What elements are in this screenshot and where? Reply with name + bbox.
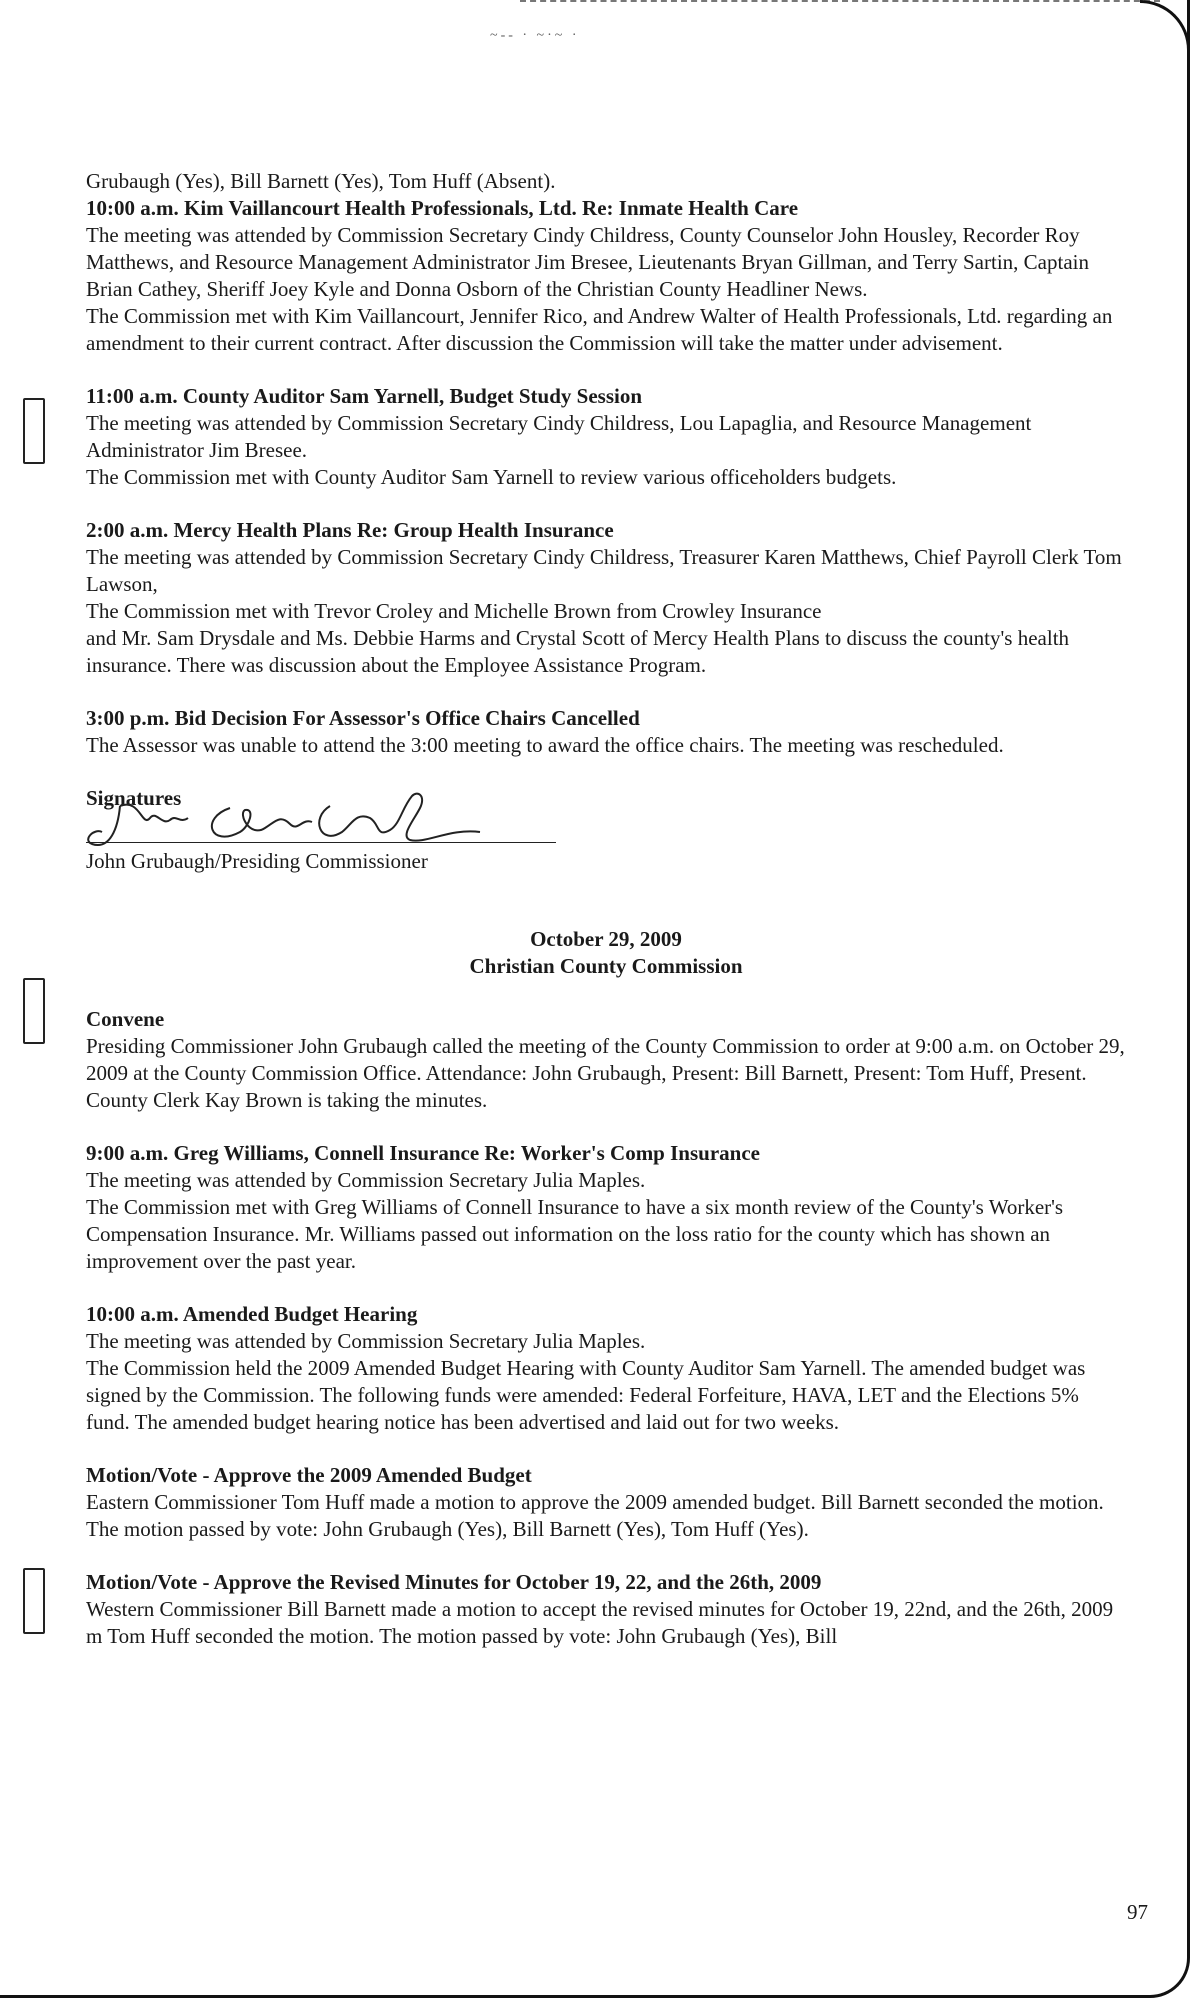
- intro-line: Grubaugh (Yes), Bill Barnett (Yes), Tom Huff (Absent).: [86, 169, 556, 193]
- signature-line: [86, 842, 556, 843]
- minutes-section: [86, 195, 1126, 357]
- section-heading: 10:00 a.m. Kim Vaillancourt Health Professionals, Ltd. Re: Inmate Health Care: [86, 196, 799, 220]
- section-paragraph: The Assessor was unable to attend the 3:00 meeting to award the office chairs. The meeting was rescheduled.: [86, 733, 1004, 757]
- section-paragraph: Western Commissioner Bill Barnett made a motion to accept the revised minutes for October 19, 22nd, and the 26th, 2009 m Tom Huff seconded the motion. The motion passed by vote: John Grubaugh (Yes), Bill: [86, 1597, 1114, 1648]
- minutes-section: [86, 1006, 1126, 1114]
- section-paragraph: Presiding Commissioner John Grubaugh called the meeting of the County Commission to order at 9:00 a.m. on October 29, 2009 at the County Commission Office. Attendance: John Grubaugh, Present: Bill Barnett, Present: Tom Huff, Present. County Clerk Kay Brown is taking the minutes.: [86, 1034, 1125, 1112]
- minutes-section: [86, 1301, 1126, 1436]
- section-paragraph: The Commission met with Trevor Croley and Michelle Brown from Crowley Insurance: [86, 599, 822, 623]
- page-number: 97: [1127, 1900, 1148, 1924]
- section-paragraph: The Commission met with Greg Williams of Connell Insurance to have a six month review of the County's Worker's Compensation Insurance. Mr. Williams passed out information on the loss ratio for the county which has shown an improvement over the past year.: [86, 1195, 1064, 1273]
- section-paragraph: The meeting was attended by Commission Secretary Cindy Childress, County Counselor John Housley, Recorder Roy Matthews, and Resource Management Administrator Jim Bresee, Lieutenants Bryan Gillman, and Terry Sartin, Captain Brian Cathey, Sheriff Joey Kyle and Donna Osborn of the Christian County Headliner News.: [86, 223, 1089, 301]
- section-heading: 10:00 a.m. Amended Budget Hearing: [86, 1302, 418, 1326]
- punch-hole-middle: [23, 978, 45, 1044]
- sections-bottom: [86, 1006, 1126, 1650]
- minutes-section: [86, 383, 1126, 491]
- meeting-date: October 29, 2009: [530, 927, 682, 951]
- section-paragraph: Eastern Commissioner Tom Huff made a motion to approve the 2009 amended budget. Bill Barnett seconded the motion. The motion passed by vote: John Grubaugh (Yes), Bill Barnett (Yes), Tom Huff (Yes).: [86, 1490, 1104, 1541]
- sections-top: [86, 195, 1126, 759]
- section-paragraph: and Mr. Sam Drysdale and Ms. Debbie Harms and Crystal Scott of Mercy Health Plans to discuss the county's health insurance. There was discussion about the Employee Assistance Program.: [86, 626, 1070, 677]
- section-paragraph: The meeting was attended by Commission Secretary Cindy Childress, Lou Lapaglia, and Resource Management Administrator Jim Bresee.: [86, 411, 1032, 462]
- minutes-section: [86, 705, 1126, 759]
- minutes-section: [86, 1140, 1126, 1275]
- signature-block: [86, 785, 1126, 892]
- section-paragraph: The Commission met with Kim Vaillancourt, Jennifer Rico, and Andrew Walter of Health Professionals, Ltd. regarding an amendment to their current contract. After discussion the Commission will take the matter under advisement.: [86, 304, 1113, 355]
- meeting-body: Christian County Commission: [469, 954, 743, 978]
- minutes-section: [86, 517, 1126, 679]
- section-heading: Convene: [86, 1007, 165, 1031]
- meeting-header: [86, 926, 1126, 980]
- section-paragraph: The meeting was attended by Commission Secretary Cindy Childress, Treasurer Karen Matthews, Chief Payroll Clerk Tom Lawson,: [86, 545, 1122, 596]
- top-edge-dashes: [520, 0, 1160, 2]
- signatures-label: Signatures: [86, 786, 182, 810]
- minutes-section: [86, 1462, 1126, 1543]
- punch-hole-bottom: [23, 1568, 45, 1634]
- section-paragraph: The meeting was attended by Commission Secretary Julia Maples.: [86, 1168, 646, 1192]
- minutes-section: [86, 1569, 1126, 1650]
- section-heading: 2:00 a.m. Mercy Health Plans Re: Group Health Insurance: [86, 518, 614, 542]
- section-paragraph: The Commission held the 2009 Amended Budget Hearing with County Auditor Sam Yarnell. The amended budget was signed by the Commission. The following funds were amended: Federal Forfeiture, HAVA, LET and the Elections 5% fund. The amended budget hearing notice has been advertised and laid out for two weeks.: [86, 1356, 1086, 1434]
- minutes-document: [86, 168, 1126, 1676]
- signatory-name: John Grubaugh/Presiding Commissioner: [86, 849, 428, 873]
- section-heading: Motion/Vote - Approve the 2009 Amended Budget: [86, 1463, 532, 1487]
- signature-area: [86, 812, 1126, 892]
- scan-marks: ~-- · ~·~ ·: [490, 28, 580, 43]
- section-heading: 3:00 p.m. Bid Decision For Assessor's Office Chairs Cancelled: [86, 706, 640, 730]
- section-heading: 11:00 a.m. County Auditor Sam Yarnell, Budget Study Session: [86, 384, 643, 408]
- section-paragraph: The meeting was attended by Commission Secretary Julia Maples.: [86, 1329, 646, 1353]
- section-heading: 9:00 a.m. Greg Williams, Connell Insurance Re: Worker's Comp Insurance: [86, 1141, 760, 1165]
- section-paragraph: The Commission met with County Auditor Sam Yarnell to review various officeholders budgets.: [86, 465, 897, 489]
- section-heading: Motion/Vote - Approve the Revised Minutes for October 19, 22, and the 26th, 2009: [86, 1570, 822, 1594]
- punch-hole-top: [23, 398, 45, 464]
